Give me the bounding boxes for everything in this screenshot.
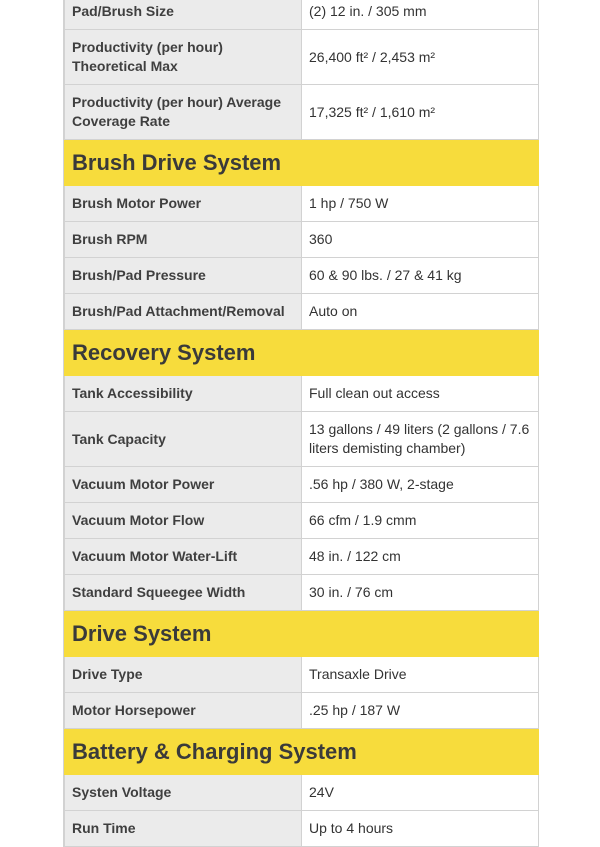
spec-row-tank-capacity <box>65 412 539 467</box>
spec-row-brush-rpm <box>65 222 539 258</box>
spec-row-brush-pad-attachment <box>65 294 539 330</box>
spec-row-standard-squeegee-width <box>65 575 539 611</box>
spec-value: 24V <box>302 775 539 811</box>
spec-label: Tank Accessibility <box>65 376 302 412</box>
spec-label: Brush Motor Power <box>65 186 302 222</box>
spec-value: .56 hp / 380 W, 2-stage <box>302 467 539 503</box>
spec-label: Vacuum Motor Water-Lift <box>65 539 302 575</box>
spec-row-productivity-theoretical-max <box>65 30 539 85</box>
spec-row-vacuum-motor-power <box>65 467 539 503</box>
spec-row-pad-brush-size <box>65 0 539 30</box>
spec-value: 26,400 ft² / 2,453 m² <box>302 30 539 85</box>
spec-label: Vacuum Motor Power <box>65 467 302 503</box>
specifications-table-container <box>63 0 539 847</box>
spec-value: (2) 12 in. / 305 mm <box>302 0 539 30</box>
spec-row-productivity-average-coverage <box>65 85 539 140</box>
spec-value: 48 in. / 122 cm <box>302 539 539 575</box>
spec-label: Brush RPM <box>65 222 302 258</box>
spec-row-motor-horsepower <box>65 693 539 729</box>
spec-row-vacuum-motor-flow <box>65 503 539 539</box>
spec-label: Systen Voltage <box>65 775 302 811</box>
spec-label: Brush/Pad Pressure <box>65 258 302 294</box>
spec-row-brush-motor-power <box>65 186 539 222</box>
spec-label: Motor Horsepower <box>65 693 302 729</box>
spec-value: Full clean out access <box>302 376 539 412</box>
spec-row-vacuum-motor-water-lift <box>65 539 539 575</box>
spec-value: 1 hp / 750 W <box>302 186 539 222</box>
spec-label: Tank Capacity <box>65 412 302 467</box>
spec-value: 360 <box>302 222 539 258</box>
spec-value: .25 hp / 187 W <box>302 693 539 729</box>
section-title: Drive System <box>65 611 539 657</box>
spec-value: Up to 4 hours <box>302 811 539 847</box>
spec-label: Run Time <box>65 811 302 847</box>
spec-value: 60 & 90 lbs. / 27 & 41 kg <box>302 258 539 294</box>
specifications-table <box>64 0 539 847</box>
spec-value: 13 gallons / 49 liters (2 gallons / 7.6 liters demisting chamber) <box>302 412 539 467</box>
spec-label: Vacuum Motor Flow <box>65 503 302 539</box>
spec-row-system-voltage <box>65 775 539 811</box>
spec-value: 17,325 ft² / 1,610 m² <box>302 85 539 140</box>
section-title: Battery & Charging System <box>65 729 539 775</box>
spec-row-tank-accessibility <box>65 376 539 412</box>
spec-label: Pad/Brush Size <box>65 0 302 30</box>
spec-value: Transaxle Drive <box>302 657 539 693</box>
section-title: Brush Drive System <box>65 140 539 186</box>
spec-value: Auto on <box>302 294 539 330</box>
spec-label: Productivity (per hour) Average Coverage Rate <box>65 85 302 140</box>
spec-row-drive-type <box>65 657 539 693</box>
spec-label: Standard Squeegee Width <box>65 575 302 611</box>
spec-row-brush-pad-pressure <box>65 258 539 294</box>
spec-label: Brush/Pad Attachment/Removal <box>65 294 302 330</box>
section-header-battery-charging-system <box>65 729 539 775</box>
specifications-table-body <box>65 0 539 847</box>
spec-label: Productivity (per hour) Theoretical Max <box>65 30 302 85</box>
spec-label: Drive Type <box>65 657 302 693</box>
section-header-recovery-system <box>65 330 539 376</box>
section-title: Recovery System <box>65 330 539 376</box>
spec-value: 30 in. / 76 cm <box>302 575 539 611</box>
spec-value: 66 cfm / 1.9 cmm <box>302 503 539 539</box>
section-header-drive-system <box>65 611 539 657</box>
section-header-brush-drive-system <box>65 140 539 186</box>
spec-row-run-time <box>65 811 539 847</box>
